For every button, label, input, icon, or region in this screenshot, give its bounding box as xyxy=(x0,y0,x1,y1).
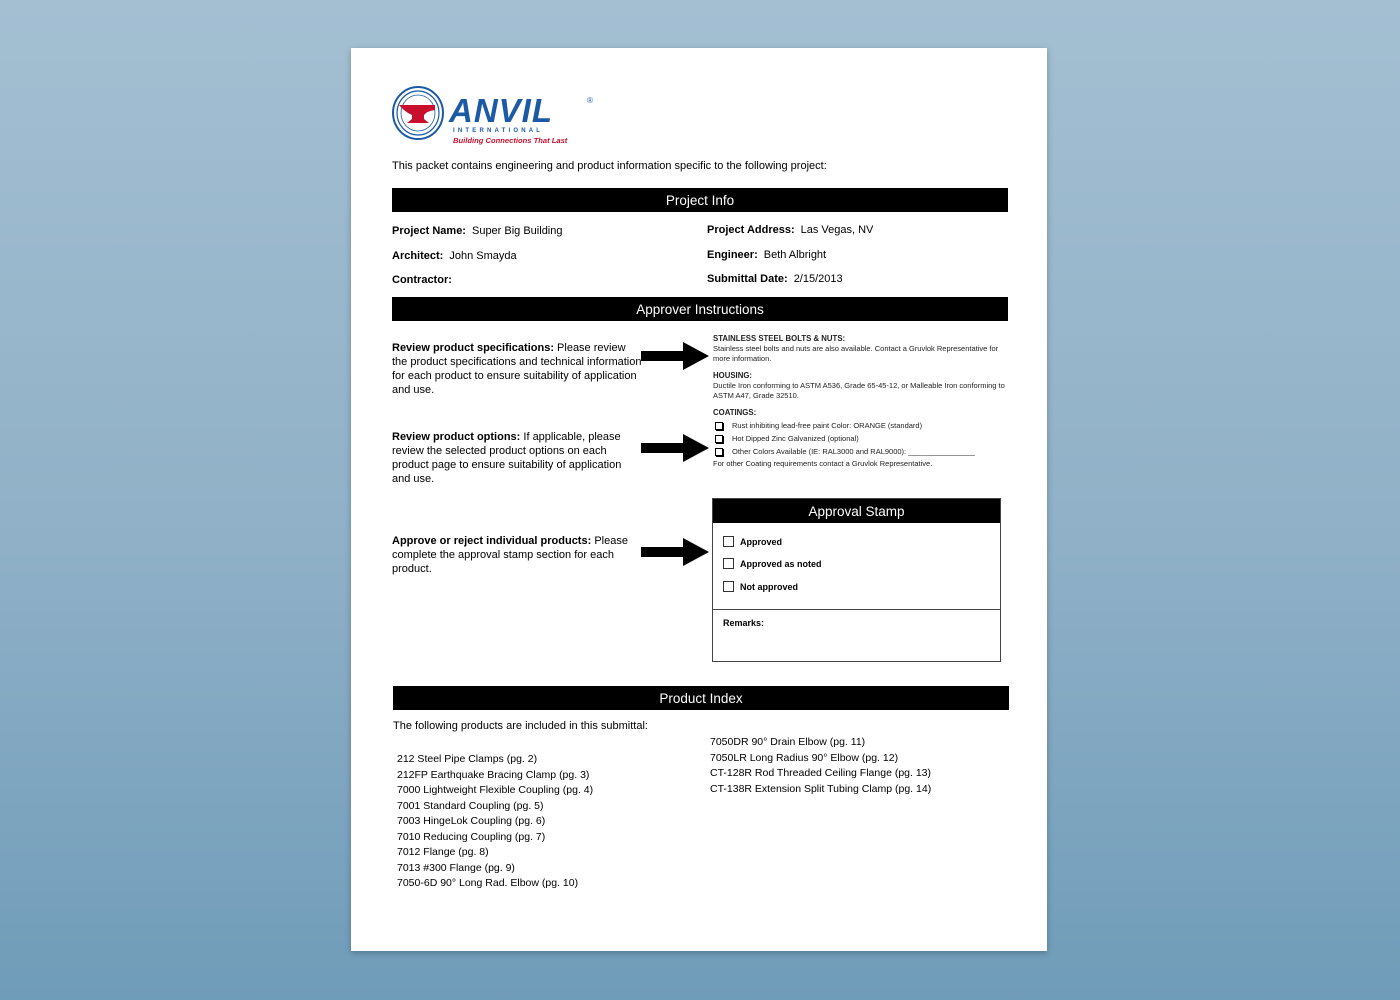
approval-stamp-header: Approval Stamp xyxy=(713,499,1000,523)
product-list-item: 7013 #300 Flange (pg. 9) xyxy=(397,861,515,874)
logo-subtitle: INTERNATIONAL xyxy=(453,128,544,134)
contractor-label: Contractor: xyxy=(392,274,452,286)
logo-registered-mark: ® xyxy=(587,96,593,105)
stamp-divider xyxy=(713,609,1000,610)
right-arrow-icon xyxy=(641,434,709,462)
instruction-text: If applicable, please review the selected product options on each product page to ensure suitability of application and use. xyxy=(392,431,622,485)
housing-text: Ductile Iron conforming to ASTM A536, Grade 65-45-12, or Malleable Iron conforming to ASTM A47, Grade 32510. xyxy=(713,381,1005,400)
coating-option xyxy=(713,447,1013,457)
approved-checkbox[interactable] xyxy=(723,536,734,547)
instruction-heading: Review product specifications: xyxy=(392,342,554,354)
product-list-item: CT-138R Extension Split Tubing Clamp (pg. 14) xyxy=(710,782,932,795)
instruction-approve-reject xyxy=(392,534,642,576)
product-index-header: Product Index xyxy=(393,686,1009,710)
instruction-text: Please review the product specifications and technical information for each product to ensure suitability of application and use. xyxy=(392,342,642,396)
intro-text: This packet contains engineering and product information specific to the following project: xyxy=(392,160,827,172)
remarks-label: Remarks: xyxy=(723,618,765,628)
submittal-date-field xyxy=(707,273,843,285)
product-index-intro: The following products are included in this submittal: xyxy=(393,720,648,732)
right-arrow-icon xyxy=(641,342,709,370)
architect-label: Architect: xyxy=(392,250,444,262)
instruction-text: Please complete the approval stamp section for each product. xyxy=(392,535,628,575)
project-name-field xyxy=(392,225,563,237)
approved-option[interactable] xyxy=(723,536,782,547)
not-approved-label: Not approved xyxy=(740,582,799,592)
approved-as-noted-checkbox[interactable] xyxy=(723,558,734,569)
product-list-item: 212 Steel Pipe Clamps (pg. 2) xyxy=(397,753,538,765)
engineer-label: Engineer: xyxy=(707,249,758,261)
coatings-note: For other Coating requirements contact a Gruvlok Representative. xyxy=(713,459,933,468)
approver-instructions-header: Approver Instructions xyxy=(392,297,1008,321)
coatings-heading: COATINGS: xyxy=(713,408,757,417)
checkbox-icon xyxy=(715,435,723,443)
instruction-options xyxy=(392,430,642,486)
product-list-item: CT-128R Rod Threaded Ceiling Flange (pg. 13) xyxy=(710,767,932,779)
instruction-specifications xyxy=(392,341,642,397)
product-list-item: 7050-6D 90° Long Rad. Elbow (pg. 10) xyxy=(397,877,579,889)
project-info-header: Project Info xyxy=(392,188,1008,212)
approval-stamp xyxy=(712,498,1001,662)
submittal-date-value: 2/15/2013 xyxy=(793,273,843,285)
architect-value: John Smayda xyxy=(449,250,517,262)
logo-wordmark: ANVIL xyxy=(449,92,553,129)
bolts-heading: STAINLESS STEEL BOLTS & NUTS: xyxy=(713,334,846,343)
product-list-column-1 xyxy=(397,752,593,892)
not-approved-checkbox[interactable] xyxy=(723,581,734,592)
coating-option-label: Hot Dipped Zinc Galvanized (optional) xyxy=(732,434,859,443)
approved-as-noted-option[interactable] xyxy=(723,558,822,569)
product-list-item: 7001 Standard Coupling (pg. 5) xyxy=(397,799,544,812)
product-list-item: 212FP Earthquake Bracing Clamp (pg. 3) xyxy=(397,768,590,781)
engineer-field xyxy=(707,249,826,261)
anvil-logo xyxy=(391,84,593,145)
project-address-value: Las Vegas, NV xyxy=(800,224,874,236)
anvil-emblem-icon xyxy=(391,84,451,142)
product-list-column-2 xyxy=(710,735,931,797)
housing-heading: HOUSING: xyxy=(713,371,752,380)
product-list-item: 7003 HingeLok Coupling (pg. 6) xyxy=(397,815,546,827)
coating-option-label: Rust inhibiting lead-free paint Color: ORANGE (standard) xyxy=(732,421,923,430)
product-list-item: 7050LR Long Radius 90° Elbow (pg. 12) xyxy=(710,751,899,764)
not-approved-option[interactable] xyxy=(723,581,798,592)
engineer-value: Beth Albright xyxy=(763,249,827,261)
coating-option xyxy=(713,421,1013,431)
project-address-field xyxy=(707,224,873,236)
project-name-value: Super Big Building xyxy=(471,225,563,237)
project-name-label: Project Name: xyxy=(392,225,466,237)
spec-sample xyxy=(713,334,1013,469)
instruction-heading: Review product options: xyxy=(392,431,521,443)
product-list-item: 7000 Lightweight Flexible Coupling (pg. 4) xyxy=(397,784,594,796)
bolts-text: Stainless steel bolts and nuts are also available. Contact a Gruvlok Representative for more information. xyxy=(713,344,999,363)
instruction-heading: Approve or reject individual products: xyxy=(392,535,592,547)
coating-option xyxy=(713,434,1013,444)
submittal-page xyxy=(351,48,1047,951)
contractor-field xyxy=(392,274,458,286)
product-list-item: 7050DR 90° Drain Elbow (pg. 11) xyxy=(710,736,866,748)
checkbox-icon xyxy=(715,422,723,430)
product-list-item: 7012 Flange (pg. 8) xyxy=(397,846,489,858)
product-list-item: 7010 Reducing Coupling (pg. 7) xyxy=(397,830,546,843)
submittal-date-label: Submittal Date: xyxy=(707,273,788,285)
project-address-label: Project Address: xyxy=(707,224,795,236)
checkbox-icon xyxy=(715,448,723,456)
right-arrow-icon xyxy=(641,538,709,566)
architect-field xyxy=(392,250,517,262)
logo-tagline: Building Connections That Last xyxy=(453,136,568,145)
coating-option-label: Other Colors Available (IE: RAL3000 and RAL9000): ________________ xyxy=(732,447,975,456)
approved-as-noted-label: Approved as noted xyxy=(740,559,822,569)
approved-label: Approved xyxy=(740,537,783,547)
